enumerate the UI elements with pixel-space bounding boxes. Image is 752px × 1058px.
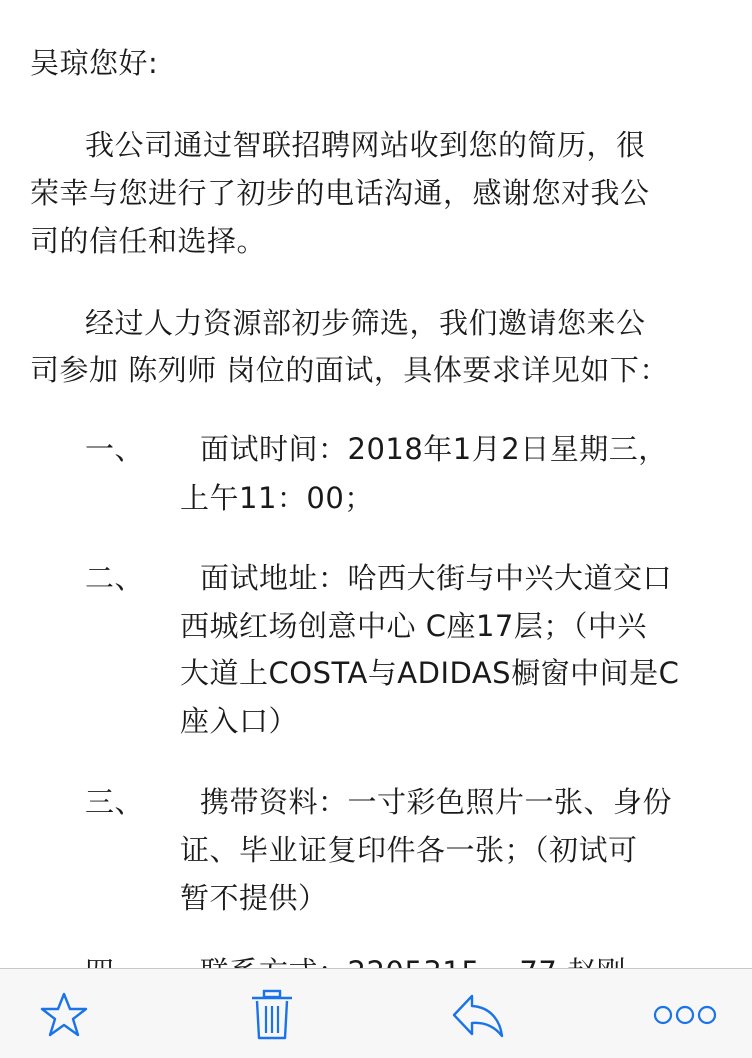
reply-icon[interactable] bbox=[450, 987, 506, 1043]
item-1-number: 一、 bbox=[85, 432, 145, 466]
item-3-number: 三、 bbox=[85, 785, 145, 819]
paragraph-1-line-3: 司的信任和选择。 bbox=[30, 224, 267, 258]
item-3-line-3: 暂不提供） bbox=[180, 881, 328, 915]
paragraph-2-line-1: 经过人力资源部初步筛选，我们邀请您来公 bbox=[85, 306, 646, 340]
paragraph-1-line-2: 荣幸与您进行了初步的电话沟通，感谢您对我公 bbox=[30, 176, 650, 210]
star-icon[interactable] bbox=[36, 987, 92, 1043]
greeting: 吴琼您好: bbox=[30, 46, 159, 80]
item-3-line-2: 证、毕业证复印件各一张；（初试可 bbox=[180, 833, 638, 867]
item-2-line-3: 大道上COSTA与ADIDAS橱窗中间是C bbox=[180, 656, 680, 690]
bottom-toolbar bbox=[0, 968, 752, 1058]
paragraph-1-line-1: 我公司通过智联招聘网站收到您的简历，很 bbox=[85, 128, 646, 162]
item-3-line-1: 携带资料：一寸彩色照片一张、身份 bbox=[200, 785, 673, 819]
item-2-number: 二、 bbox=[85, 561, 145, 595]
item-2-line-1: 面试地址：哈西大街与中兴大道交口 bbox=[200, 561, 673, 595]
item-2-line-2: 西城红场创意中心 C座17层；（中兴 bbox=[180, 609, 647, 643]
item-1-line-1: 面试时间：2018年1月2日星期三， bbox=[200, 432, 668, 466]
paragraph-2-line-2: 司参加 陈列师 岗位的面试，具体要求详见如下： bbox=[30, 353, 669, 387]
item-2-line-4: 座入口） bbox=[180, 704, 299, 738]
trash-icon[interactable] bbox=[244, 987, 300, 1043]
item-1-line-2: 上午11：00； bbox=[180, 481, 374, 515]
more-icon[interactable] bbox=[652, 987, 718, 1043]
